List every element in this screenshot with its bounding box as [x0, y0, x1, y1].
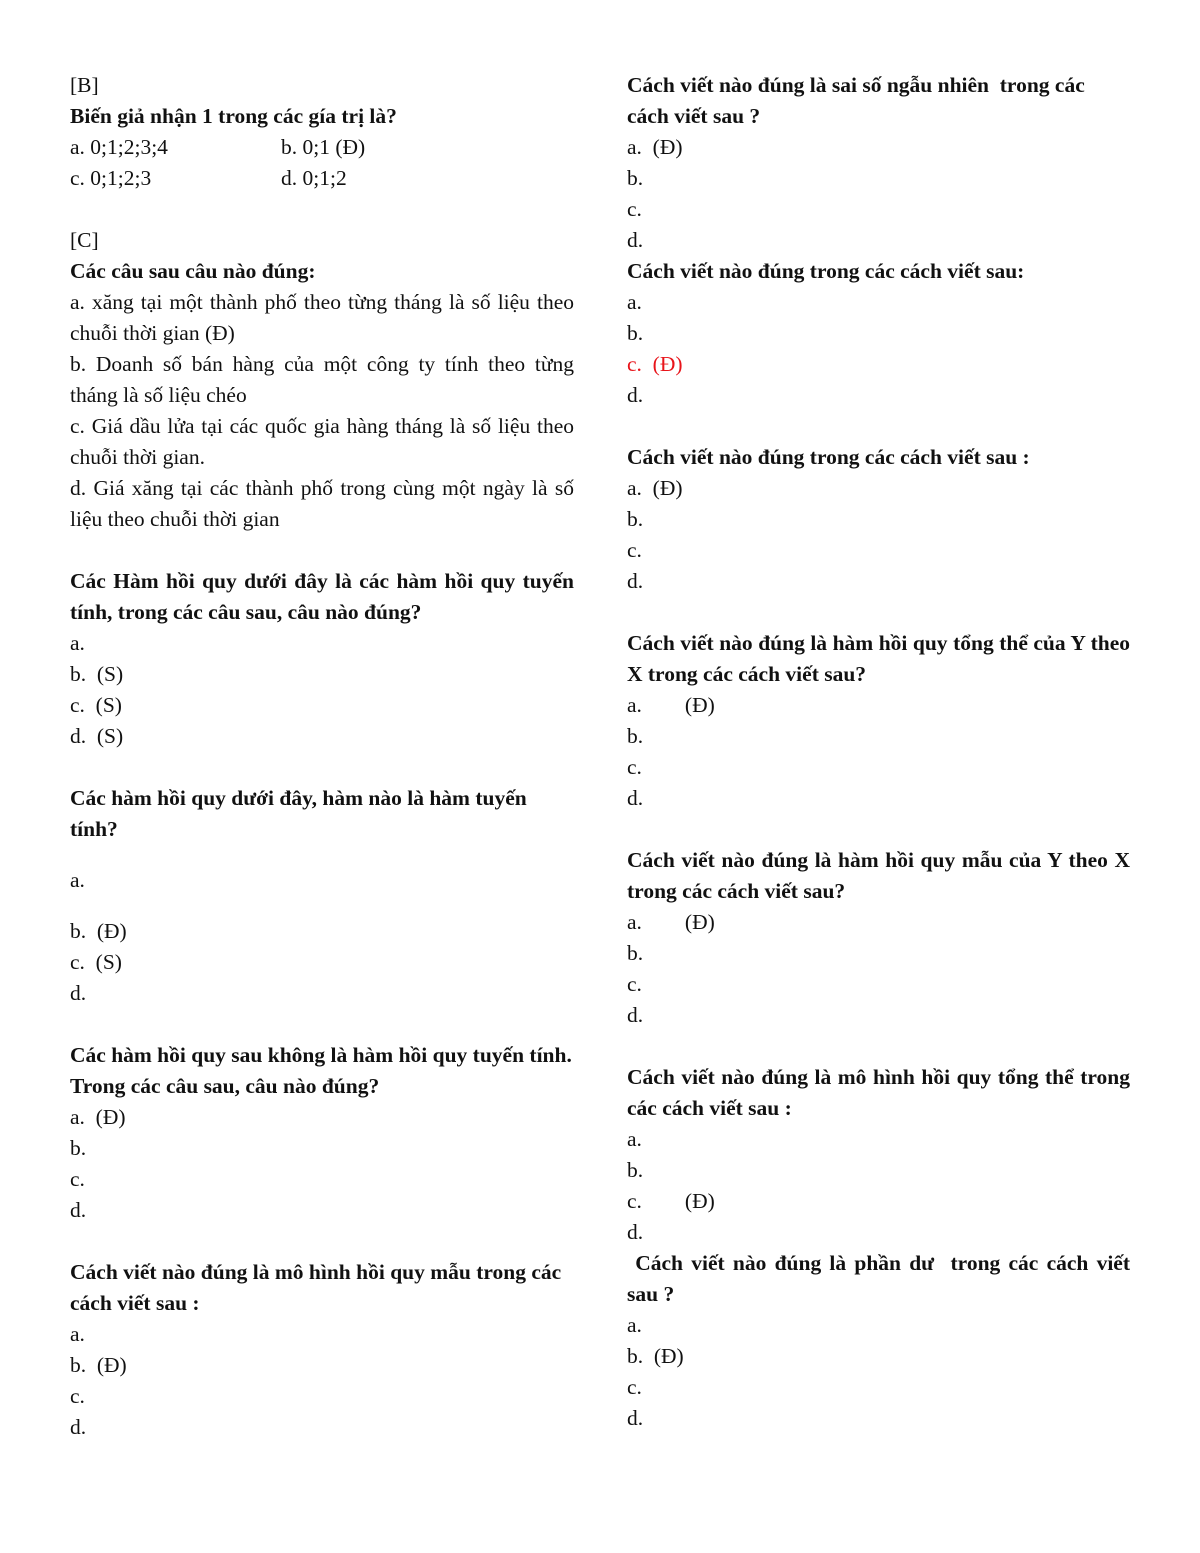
option-b: b.	[627, 941, 644, 965]
question-title: Cách viết nào đúng là mô hình hồi quy mẫu trong các cách viết sau :	[70, 1260, 567, 1315]
option-c-highlighted: c. (Đ)	[627, 352, 683, 376]
question-title: Cách viết nào đúng là hàm hồi quy mẫu của Y theo X trong các cách viết sau?	[627, 848, 1136, 903]
option-d: d.	[627, 1406, 644, 1430]
question-title: Cách viết nào đúng là phần dư trong các cách viết sau ?	[627, 1251, 1136, 1306]
option-b: b. (Đ)	[70, 1353, 127, 1377]
option-c: c. (S)	[70, 950, 122, 974]
option-d: d.	[70, 1415, 87, 1439]
section-tag-b: [B]	[70, 73, 99, 97]
option-a: a.	[627, 1127, 642, 1151]
option-a: a.	[627, 290, 642, 314]
option-row	[70, 132, 574, 163]
option-a: a. (Đ)	[627, 910, 715, 934]
option-c: c.	[70, 1167, 85, 1191]
option-a: a. (Đ)	[627, 476, 683, 500]
option-d: d.	[627, 1003, 644, 1027]
option-b: b.	[627, 507, 644, 531]
option-b: b. Doanh số bán hàng của một công ty tính theo từng tháng là số liệu chéo	[70, 352, 580, 407]
question-title: Cách viết nào đúng là hàm hồi quy tổng thể của Y theo X trong các cách viết sau?	[627, 631, 1136, 686]
option-b: b. 0;1 (Đ)	[281, 135, 366, 159]
option-b: b.	[627, 1158, 644, 1182]
option-a: a.	[70, 868, 85, 892]
option-c: c.	[627, 1375, 642, 1399]
option-b: b.	[627, 321, 644, 345]
question-title: Cách viết nào đúng trong các cách viết sau:	[627, 259, 1025, 283]
left-column	[70, 70, 580, 1443]
question-title: Cách viết nào đúng là sai số ngẫu nhiên trong các cách viết sau ?	[627, 73, 1091, 128]
option-d: d.	[627, 383, 644, 407]
option-b: b. (Đ)	[627, 1344, 684, 1368]
option-a: a. (Đ)	[70, 1105, 126, 1129]
option-c: c.	[627, 755, 642, 779]
option-d: d.	[627, 569, 644, 593]
option-c: c.	[70, 1384, 85, 1408]
option-a: a. xăng tại một thành phố theo từng tháng là số liệu theo chuỗi thời gian (Đ)	[70, 290, 580, 345]
option-d: d.	[627, 786, 644, 810]
option-d: d.	[627, 228, 644, 252]
option-a: a.	[70, 631, 85, 655]
question-title: Biến giả nhận 1 trong các gía trị là?	[70, 104, 397, 128]
question-title: Các hàm hồi quy dưới đây, hàm nào là hàm tuyến tính?	[70, 786, 533, 841]
option-d: d.	[70, 981, 87, 1005]
option-d: d. (S)	[70, 724, 124, 748]
question-title: Các hàm hồi quy sau không là hàm hồi quy tuyến tính. Trong các câu sau, câu nào đúng?	[70, 1043, 577, 1098]
option-d: d.	[70, 1198, 87, 1222]
option-c: c.	[627, 972, 642, 996]
question-title: Cách viết nào đúng trong các cách viết sau :	[627, 445, 1030, 469]
option-c: c.	[627, 538, 642, 562]
right-column	[627, 70, 1136, 1434]
option-c: c. 0;1;2;3	[70, 166, 152, 190]
option-a: a. 0;1;2;3;4	[70, 135, 168, 159]
question-title: Cách viết nào đúng là mô hình hồi quy tổng thể trong các cách viết sau :	[627, 1065, 1136, 1120]
option-b: b.	[627, 724, 644, 748]
option-b: b. (S)	[70, 662, 124, 686]
option-a: a. (Đ)	[627, 693, 715, 717]
option-row	[70, 163, 574, 194]
option-a: a.	[70, 1322, 85, 1346]
option-c: c. Giá dầu lửa tại các quốc gia hàng tháng là số liệu theo chuỗi thời gian.	[70, 414, 580, 469]
option-b: b. (Đ)	[70, 919, 127, 943]
option-d: d. Giá xăng tại các thành phố trong cùng một ngày là số liệu theo chuỗi thời gian	[70, 476, 580, 531]
option-a: a. (Đ)	[627, 135, 683, 159]
option-c: c. (Đ)	[627, 1189, 715, 1213]
option-c: c.	[627, 197, 642, 221]
option-d: d. 0;1;2	[281, 166, 347, 190]
option-d: d.	[627, 1220, 644, 1244]
question-title: Các Hàm hồi quy dưới đây là các hàm hồi quy tuyến tính, trong các câu sau, câu nào đúng?	[70, 569, 580, 624]
option-b: b.	[627, 166, 644, 190]
question-title: Các câu sau câu nào đúng:	[70, 259, 316, 283]
option-b: b.	[70, 1136, 87, 1160]
section-tag-c: [C]	[70, 228, 99, 252]
option-c: c. (S)	[70, 693, 122, 717]
option-a: a.	[627, 1313, 642, 1337]
